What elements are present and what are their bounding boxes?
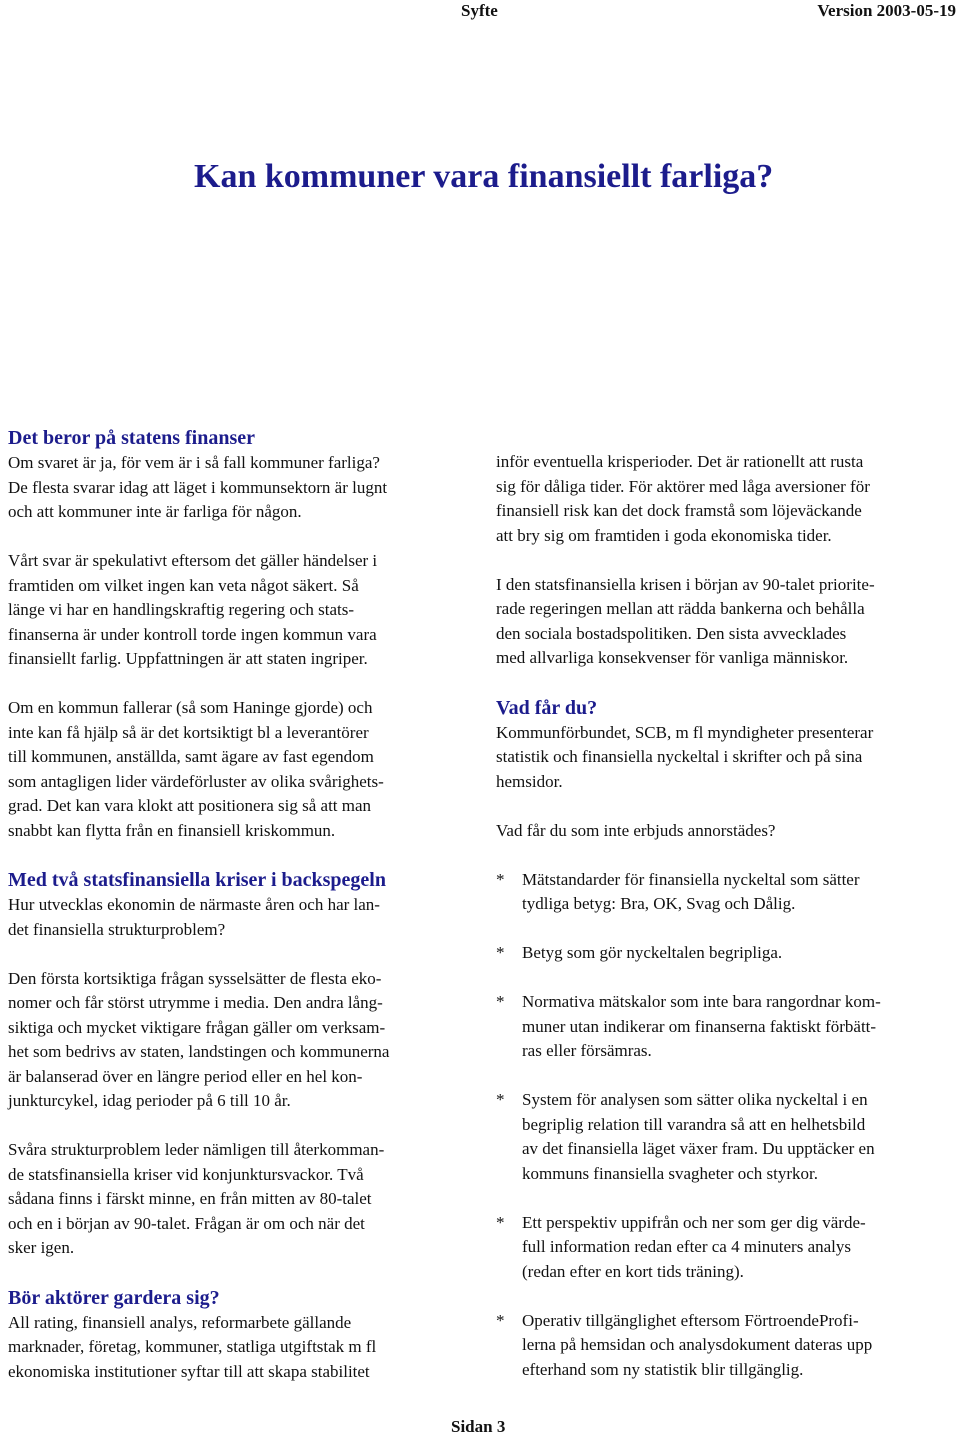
- text-line: med allvarliga konsekvenser för vanliga människor.: [496, 648, 849, 667]
- text-line: Hur utvecklas ekonomin de närmaste åren och har lan-: [8, 895, 380, 914]
- text-line: All rating, finansiell analys, reformarbete gällande: [8, 1312, 352, 1332]
- text-line: som antagligen lider värdeförluster av olika svårighets-: [8, 771, 384, 791]
- bullet-item: [496, 1088, 956, 1186]
- text-line: statistik och finansiella nyckeltal i skrifter och på sina: [496, 747, 863, 766]
- text-line: sådana finns i färskt minne, en från mitten av 80-talet: [8, 1189, 372, 1208]
- bullet-item: [496, 868, 956, 917]
- text-line: grad. Det kan vara klokt att positionera sig så att man: [8, 796, 372, 815]
- text-line: tydliga betyg: Bra, OK, Svag och Dålig.: [522, 894, 796, 913]
- bullet-star-icon: *: [496, 1310, 505, 1330]
- text-line: Ett perspektiv uppifrån och ner som ger dig värde-: [522, 1212, 866, 1232]
- text-line: siktiga och mycket viktigare frågan gäller om verksam-: [8, 1017, 386, 1037]
- text-line: Den första kortsiktiga frågan sysselsätter de flesta eko-: [8, 968, 382, 988]
- text-line: Normativa mätskalor som inte bara rangordnar kom-: [522, 992, 881, 1011]
- text-line: System för analysen som sätter olika nyckeltal i en: [522, 1090, 868, 1109]
- text-line: Vårt svar är spekulativt eftersom det gäller händelser i: [8, 551, 378, 570]
- heading-garderera: Bör aktörer gardera sig?: [8, 1286, 220, 1309]
- heading-statens-finanser: Det beror på statens finanser: [8, 427, 256, 449]
- text-line: ras eller försämras.: [522, 1041, 652, 1060]
- text-line: begriplig relation till varandra så att en helhetsbild: [522, 1114, 866, 1134]
- bullet-text: [522, 1309, 872, 1383]
- text-line: sig för dåliga tider. För aktörer med låga aversioner för: [496, 476, 870, 496]
- right-column: [496, 450, 956, 1382]
- text-line: rade regeringen mellan att rädda bankerna och behålla: [496, 599, 865, 618]
- text-line: inte kan få hjälp så är det kortsiktigt bl a leverantörer: [8, 722, 369, 742]
- text-line: finansiell risk kan det dock framstå som löjeväckande: [496, 501, 862, 520]
- paragraph: [496, 721, 956, 795]
- paragraph: [8, 451, 478, 525]
- text-line: kommuns finansiella svagheter och styrkor.: [522, 1163, 819, 1183]
- heading-vad-far-du: Vad får du?: [496, 696, 598, 719]
- text-line: till kommunen, anställda, samt ägare av fast egendom: [8, 747, 374, 766]
- paragraph: [8, 1138, 478, 1261]
- bullet-star-icon: *: [496, 1090, 505, 1109]
- text-line: efterhand som ny statistik blir tillgänglig.: [522, 1359, 804, 1379]
- text-line: Mätstandarder för finansiella nyckeltal som sätter: [522, 869, 860, 889]
- text-line: framtiden om vilket ingen kan veta något säkert. Så: [8, 575, 359, 595]
- text-line: Vad får du som inte erbjuds annorstädes?: [496, 820, 776, 840]
- text-line: Om en kommun fallerar (så som Haninge gjorde) och: [8, 698, 373, 717]
- text-line: full information redan efter ca 4 minuters analys: [522, 1237, 852, 1256]
- text-line: het som bedrivs av staten, landstingen och kommunerna: [8, 1042, 390, 1061]
- text-line: är balanserad över en längre period eller en hel kon-: [8, 1066, 363, 1086]
- text-line: marknader, företag, kommuner, statliga utgiftstak m fl: [8, 1337, 377, 1356]
- paragraph: [496, 573, 956, 671]
- text-line: lerna på hemsidan och analysdokument dateras upp: [522, 1335, 873, 1354]
- left-column: [8, 425, 478, 1384]
- bullet-item: [496, 941, 956, 966]
- text-line: av det finansiella läget växer fram. Du upptäcker en: [522, 1139, 875, 1158]
- heading-tva-kriser: Med två statsfinansiella kriser i backspegeln: [8, 869, 386, 891]
- paragraph: [496, 450, 956, 548]
- text-line: Betyg som gör nyckeltalen begripliga.: [522, 943, 783, 962]
- header-title: Syfte: [461, 1, 498, 20]
- text-line: länge vi har en handlingskraftig regering och stats-: [8, 600, 355, 619]
- bullet-star-icon: *: [496, 943, 505, 962]
- text-line: hemsidor.: [496, 771, 563, 791]
- bullet-item: [496, 990, 956, 1064]
- text-line: I den statsfinansiella krisen i början av 90-talet priorite-: [496, 574, 875, 594]
- text-line: Kommunförbundet, SCB, m fl myndigheter presenterar: [496, 722, 874, 742]
- paragraph: [8, 893, 478, 942]
- page-title: Kan kommuner vara finansiellt farliga?: [194, 158, 774, 195]
- paragraph: [8, 967, 478, 1114]
- bullet-text: [522, 990, 881, 1064]
- bullet-star-icon: *: [496, 1212, 505, 1232]
- text-line: ekonomiska institutioner syftar till att skapa stabilitet: [8, 1361, 370, 1381]
- text-line: och att kommuner inte är farliga för någon.: [8, 502, 302, 521]
- bullet-star-icon: *: [496, 992, 505, 1011]
- text-line: Svåra strukturproblem leder nämligen till återkomman-: [8, 1140, 385, 1159]
- text-line: muner utan indikerar om finanserna faktiskt förbätt-: [522, 1016, 877, 1036]
- text-line: (redan efter en kort tids träning).: [522, 1261, 744, 1281]
- page-number: Sidan 3: [451, 1417, 506, 1436]
- header-version: Version 2003-05-19: [817, 1, 956, 20]
- text-line: den sociala bostadspolitiken. Den sista avvecklades: [496, 623, 847, 643]
- bullet-text: [522, 1088, 875, 1186]
- bullet-text: [522, 868, 860, 917]
- text-line: Operativ tillgänglighet eftersom FörtroendeProfi-: [522, 1310, 859, 1330]
- bullet-item: [496, 1211, 956, 1285]
- text-line: junkturcykel, idag perioder på 6 till 10 år.: [8, 1091, 291, 1110]
- text-line: finanserna är under kontroll torde ingen kommun vara: [8, 624, 377, 644]
- text-line: De flesta svarar idag att läget i kommunsektorn är lugnt: [8, 477, 388, 497]
- text-line: Om svaret är ja, för vem är i så fall kommuner farliga?: [8, 453, 380, 472]
- text-line: nomer och får störst utrymme i media. Den andra lång-: [8, 993, 383, 1012]
- text-line: sker igen.: [8, 1238, 75, 1257]
- paragraph: [8, 696, 478, 843]
- text-line: snabbt kan flytta från en finansiell kriskommun.: [8, 820, 336, 840]
- paragraph: [8, 1311, 478, 1385]
- text-line: finansiellt farlig. Uppfattningen är att staten ingriper.: [8, 649, 368, 668]
- bullet-text: [522, 941, 782, 966]
- text-line: att bry sig om framtiden i goda ekonomiska tider.: [496, 525, 832, 545]
- bullet-item: [496, 1309, 956, 1383]
- text-line: det finansiella strukturproblem?: [8, 919, 226, 939]
- text-line: och en i början av 90-talet. Frågan är om och när det: [8, 1213, 365, 1233]
- text-line: de statsfinansiella kriser vid konjunktursvackor. Två: [8, 1164, 364, 1184]
- bullet-star-icon: *: [496, 869, 505, 889]
- text-line: inför eventuella krisperioder. Det är rationellt att rusta: [496, 452, 864, 471]
- bullet-text: [522, 1211, 866, 1285]
- paragraph: [8, 549, 478, 672]
